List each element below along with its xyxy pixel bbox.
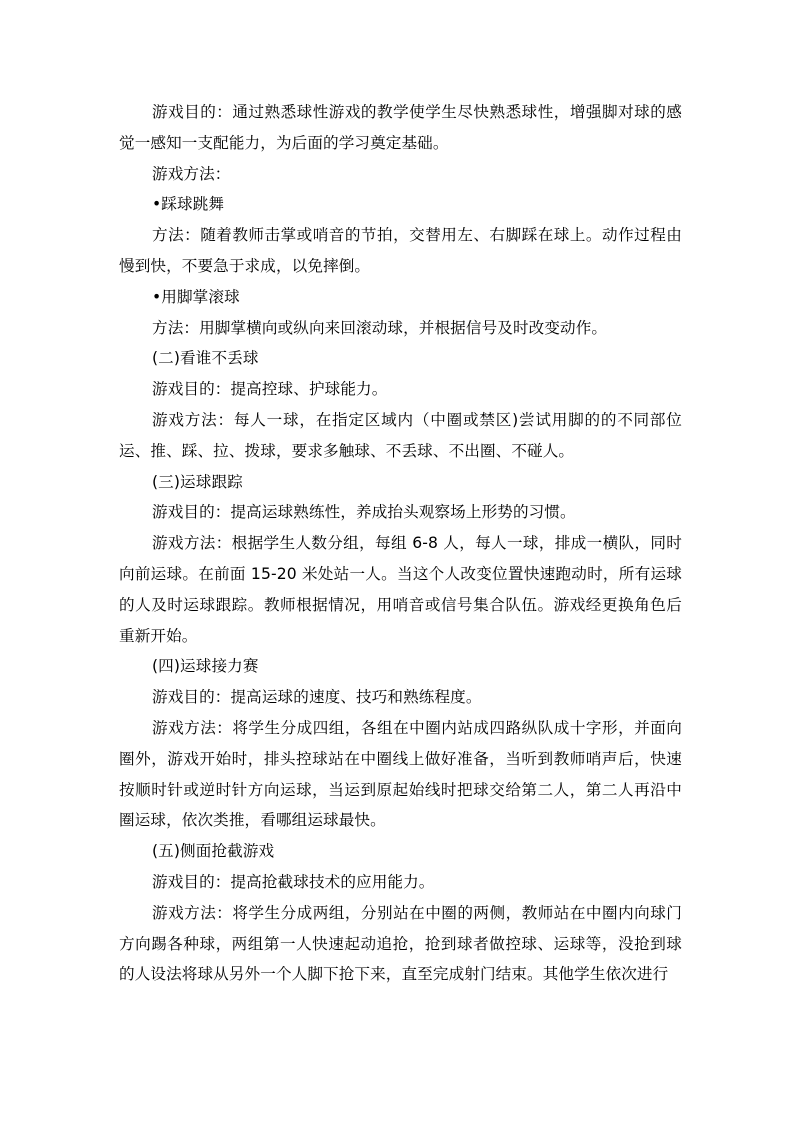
paragraph-step-ball-method: 方法：随着教师击掌或哨音的节拍，交替用左、右脚踩在球上。动作过程由慢到快，不要急于求成，以免摔倒。 [119,226,682,275]
paragraph-game-method-label: 游戏方法： [152,164,231,183]
paragraph-section-3-method: 游戏方法：根据学生人数分组，每组 6-8 人，每人一球，排成一横队，同时向前运球。在前面 15-20 米处站一人。当这个人改变位置快速跑动时，所有运球的人及时运球跟踪。教师根据情况，用哨音或信号集合队伍。游戏经更换角色后重新开始。 [119,534,682,645]
paragraph-section-5-purpose: 游戏目的：提高抢截球技术的应用能力。 [152,872,435,891]
section-heading-2: (二)看谁不丢球 [152,349,259,368]
paragraph-section-4-method: 游戏方法：将学生分成四组，各组在中圈内站成四路纵队成十字形，并面向圈外，游戏开始时，排头控球站在中圈线上做好准备，当听到教师哨声后，快速按顺时针或逆时针方向运球，当运到原起始线时把球交给第二人，第二人再沿中圈运球，依次类推，看哪组运球最快。 [119,718,682,830]
paragraph-sole-roll-method: 方法：用脚掌横向或纵向来回滚动球，并根据信号及时改变动作。 [152,318,608,337]
paragraph-section-5-method: 游戏方法：将学生分成两组，分别站在中圈的两侧，教师站在中圈内向球门方向踢各种球，两组第一人快速起动追抢，抢到球者做控球、运球等，没抢到球的人设法将球从另外一个人脚下抢下来，直至完成射门结束。其他学生依次进行 [119,903,682,984]
paragraph-section-2-purpose: 游戏目的：提高控球、护球能力。 [152,380,388,399]
paragraph-game-purpose: 游戏目的：通过熟悉球性游戏的教学使学生尽快熟悉球性，增强脚对球的感觉一感知一支配能力，为后面的学习奠定基础。 [119,103,682,152]
section-heading-4: (四)运球接力赛 [152,657,259,676]
paragraph-section-2-method: 游戏方法：每人一球，在指定区域内（中圈或禁区)尝试用脚的的不同部位运、推、踩、拉、拨球，要求多触球、不丢球、不出圈、不碰人。 [119,410,682,460]
paragraph-bullet-sole-roll: •用脚掌滚球 [152,287,240,306]
paragraph-bullet-step-ball-dance: •踩球跳舞 [152,195,225,214]
section-heading-5: (五)侧面抢截游戏 [152,842,275,861]
paragraph-section-4-purpose: 游戏目的：提高运球的速度、技巧和熟练程度。 [152,688,482,707]
paragraph-section-3-purpose: 游戏目的：提高运球熟练性，养成抬头观察场上形势的习惯。 [152,503,576,522]
section-heading-3: (三)运球跟踪 [152,472,243,491]
